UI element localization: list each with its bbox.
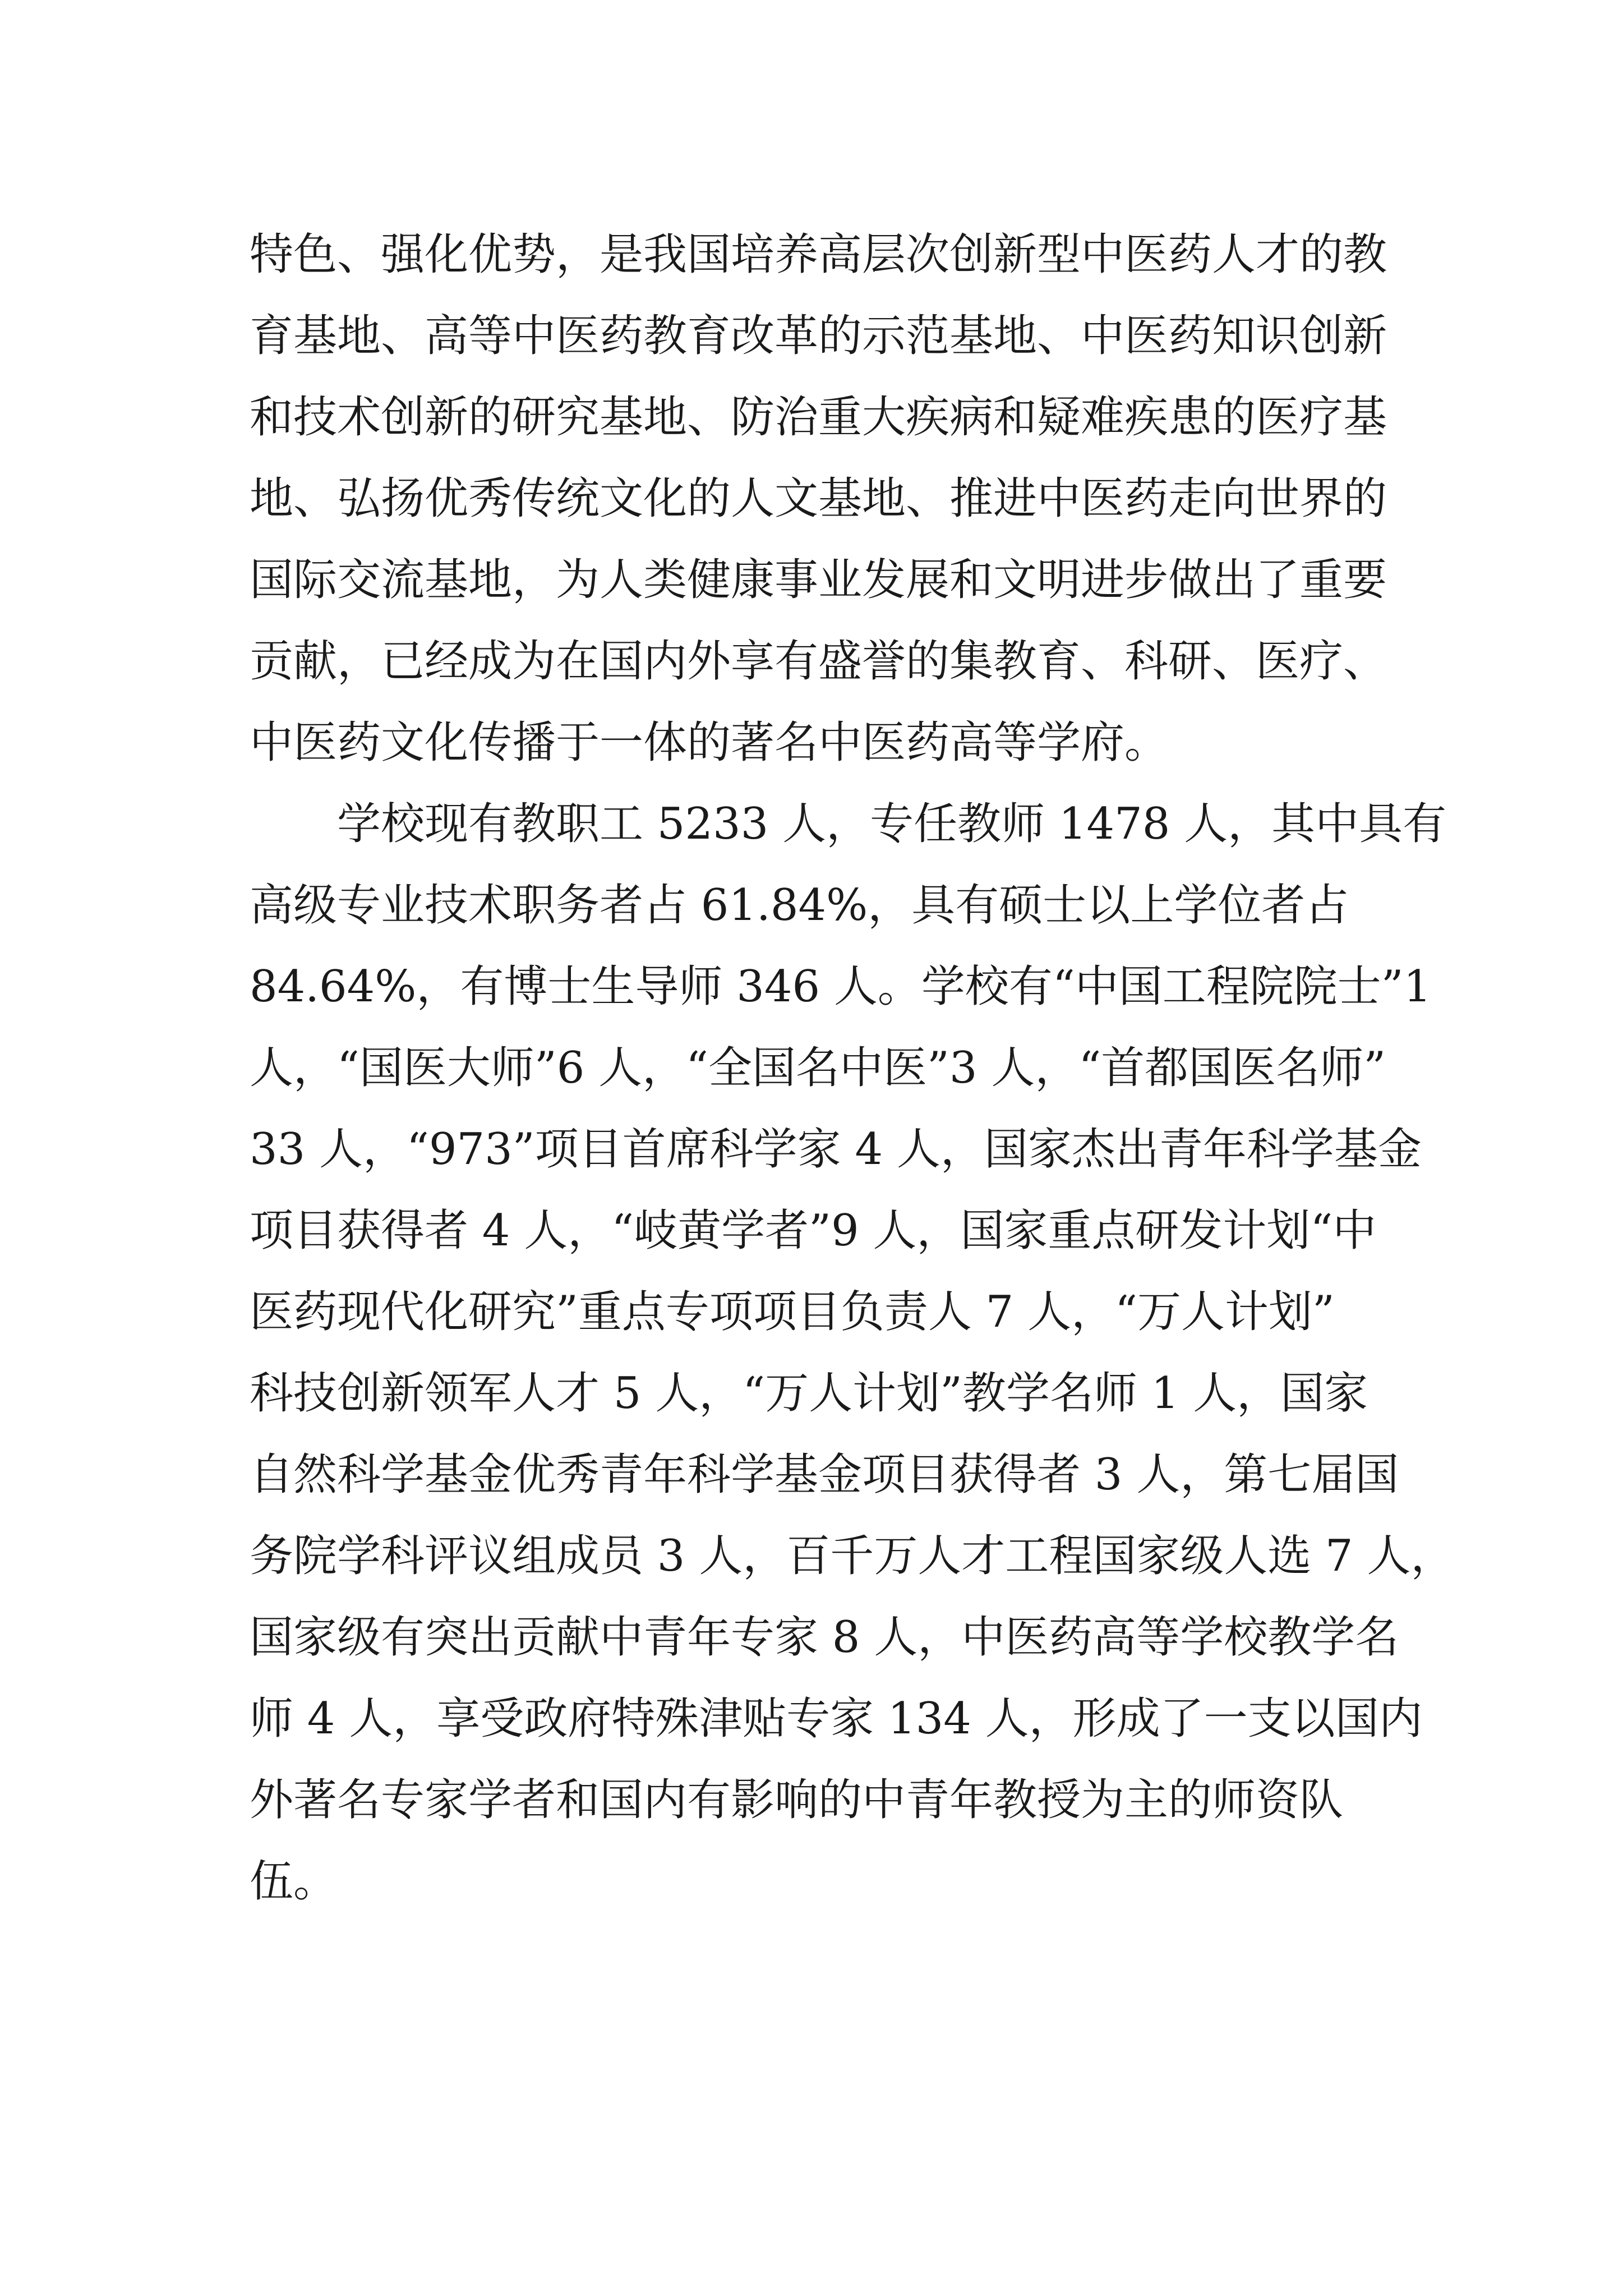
text-line: 33 人，“973”项目首席科学家 4 人，国家杰出青年科学基金 xyxy=(250,1124,1422,1175)
text-line: 学校现有教职工 5233 人，专任教师 1478 人，其中具有 xyxy=(250,799,1447,849)
body-text xyxy=(250,214,1455,1922)
text-line: 84.64%，有博士生导师 346 人。学校有“中国工程院院士”1 xyxy=(250,961,1432,1012)
text-line: 自然科学基金优秀青年科学基金项目获得者 3 人，第七届国 xyxy=(250,1450,1399,1500)
paragraph-1 xyxy=(250,214,1427,784)
text-line: 人，“国医大师”6 人，“全国名中医”3 人，“首都国医名师” xyxy=(250,1043,1386,1093)
text-line: 医药现代化研究”重点专项项目负责人 7 人，“万人计划” xyxy=(250,1287,1335,1337)
text-line: 和技术创新的研究基地、防治重大疾病和疑难疾患的医疗基 xyxy=(250,392,1387,443)
text-line: 国家级有突出贡献中青年专家 8 人，中医药高等学校教学名 xyxy=(250,1612,1399,1663)
text-line: 贡献，已经成为在国内外享有盛誉的集教育、科研、医疗、 xyxy=(250,636,1387,687)
text-line: 外著名专家学者和国内有影响的中青年教授为主的师资队 xyxy=(250,1775,1344,1825)
text-line: 高级专业技术职务者占 61.84%，具有硕士以上学位者占 xyxy=(250,880,1349,931)
text-line: 师 4 人，享受政府特殊津贴专家 134 人，形成了一支以国内 xyxy=(250,1694,1423,1744)
text-line: 特色、强化优势，是我国培养高层次创新型中医药人才的教 xyxy=(250,229,1387,280)
text-line: 育基地、高等中医药教育改革的示范基地、中医药知识创新 xyxy=(250,311,1387,361)
text-line: 科技创新领军人才 5 人，“万人计划”教学名师 1 人，国家 xyxy=(250,1368,1368,1419)
text-line: 项目获得者 4 人，“岐黄学者”9 人，国家重点研发计划“中 xyxy=(250,1205,1377,1256)
text-line: 务院学科评议组成员 3 人，百千万人才工程国家级人选 7 人， xyxy=(250,1531,1455,1581)
text-line: 国际交流基地，为人类健康事业发展和文明进步做出了重要 xyxy=(250,555,1387,605)
text-line: 伍。 xyxy=(250,1856,338,1907)
text-line: 中医药文化传播于一体的著名中医药高等学府。 xyxy=(250,717,1169,768)
text-line: 地、弘扬优秀传统文化的人文基地、推进中医药走向世界的 xyxy=(250,473,1387,524)
paragraph-2 xyxy=(250,784,1455,1922)
